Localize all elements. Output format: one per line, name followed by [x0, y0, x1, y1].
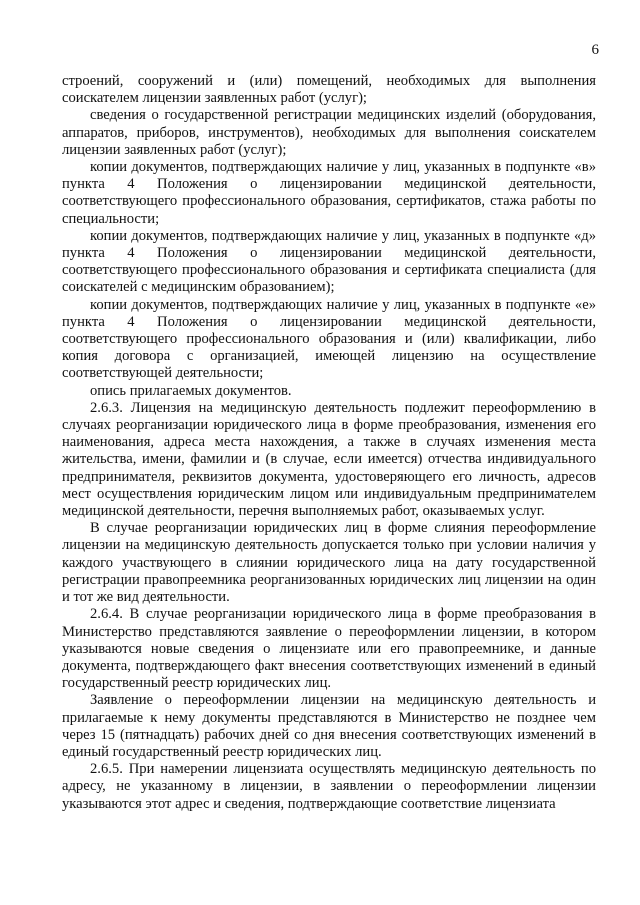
paragraph: 2.6.5. При намерении лицензиата осуществлять медицинскую деятельность по адресу, не указанному в лицензии, в заявлении о переоформлении лицензии указываются этот адрес и сведения, подтверждающие соответствие лицензиата: [62, 761, 596, 812]
document-body: [62, 73, 596, 813]
paragraph: Заявление о переоформлении лицензии на медицинскую деятельность и прилагаемые к нему документы представляются в Министерство не позднее чем через 15 (пятнадцать) рабочих дней со дня внесения соответствующих изменений в единый государственный реестр юридических лиц.: [62, 692, 596, 760]
paragraph: копии документов, подтверждающих наличие у лиц, указанных в подпункте «в» пункта 4 Положения о лицензировании медицинской деятельности, соответствующего профессионального образования, сертификатов, стажа работы по специальности;: [62, 159, 596, 227]
paragraph: опись прилагаемых документов.: [90, 382, 292, 399]
paragraph: копии документов, подтверждающих наличие у лиц, указанных в подпункте «е» пункта 4 Положения о лицензировании медицинской деятельности, соответствующего профессионального образования и (или) квалификации, либо копия договора с организацией, имеющей лицензию на осуществление соответствующей деятельности;: [62, 296, 596, 382]
paragraph: В случае реорганизации юридических лиц в форме слияния переоформление лицензии на медицинскую деятельность допускается только при условии наличия у каждого участвующего в слиянии юридического лица на дату государственной регистрации правопреемника реорганизованных юридических лиц лицензии на один и тот же вид деятельности.: [62, 520, 596, 606]
paragraph: 2.6.3. Лицензия на медицинскую деятельность подлежит переоформлению в случаях реорганизации юридического лица в форме преобразования, изменения его наименования, адреса места нахождения, а также в случаях изменения места жительства, имени, фамилии и (в случае, если имеется) отчества индивидуального предпринимателя, реквизитов документа, удостоверяющего его личность, адресов мест осуществления юридическим лицом или индивидуальным предпринимателем медицинской деятельности, перечня выполняемых работ, оказываемых услуг.: [62, 399, 596, 520]
paragraph: сведения о государственной регистрации медицинских изделий (оборудования, аппаратов, приборов, инструментов), необходимых для выполнения соискателем лицензии заявленных работ (услуг);: [62, 107, 596, 158]
paragraph: копии документов, подтверждающих наличие у лиц, указанных в подпункте «д» пункта 4 Положения о лицензировании медицинской деятельности, соответствующего профессионального образования и сертификата специалиста (для соискателей с медицинским образованием);: [62, 227, 596, 296]
paragraph: 2.6.4. В случае реорганизации юридического лица в форме преобразования в Министерство представляются заявление о переоформлении лицензии, в котором указываются новые сведения о лицензиате или его правопреемнике, и данные документа, подтверждающего факт внесения соответствующих изменений в единый государственный реестр юридических лиц.: [62, 606, 596, 692]
paragraph: строений, сооружений и (или) помещений, необходимых для выполнения соискателем лицензии заявленных работ (услуг);: [62, 73, 596, 107]
page-number: 6: [591, 42, 599, 58]
